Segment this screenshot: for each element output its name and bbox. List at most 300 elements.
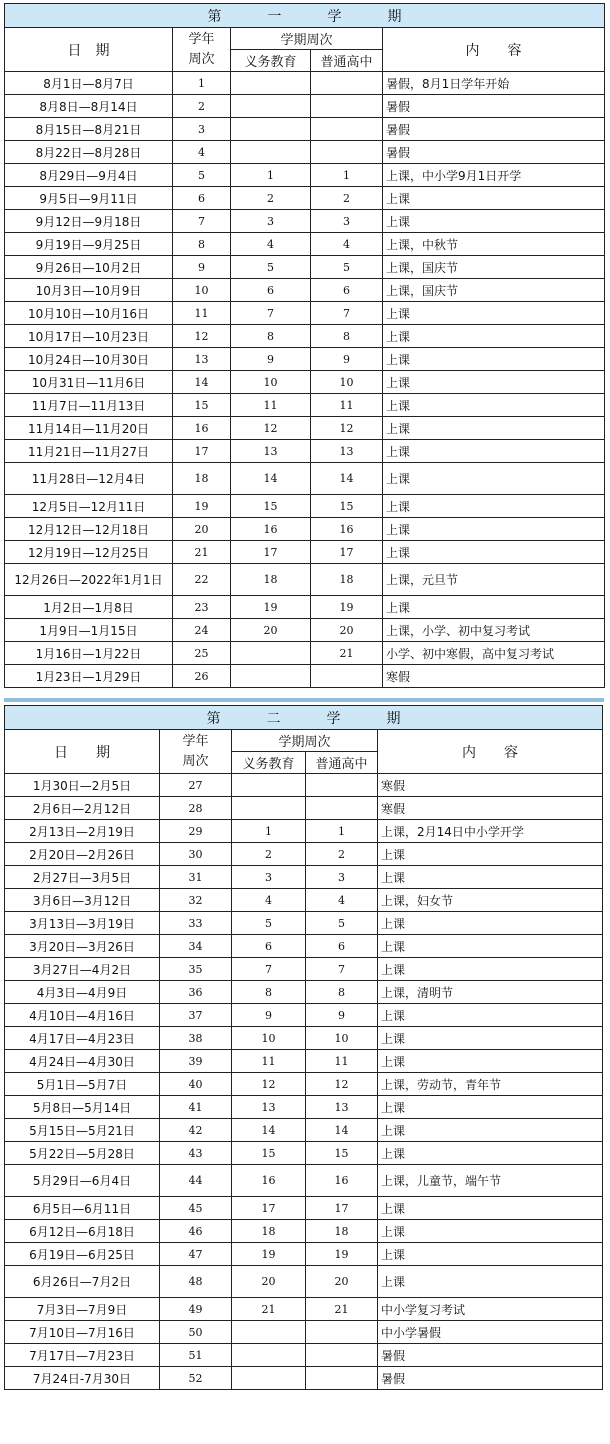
content-cell: 上课，中秋节 [383, 233, 605, 256]
compulsory-week-cell: 6 [232, 935, 306, 958]
content-header: 内 容 [378, 730, 603, 774]
table-row [5, 118, 605, 141]
year-week-cell: 28 [160, 797, 232, 820]
high-school-week-cell: 15 [306, 1142, 378, 1165]
date-cell: 10月3日—10月9日 [5, 279, 173, 302]
date-cell: 8月8日—8月14日 [5, 95, 173, 118]
table-row [5, 348, 605, 371]
term-title-char: 二 [266, 710, 281, 727]
date-cell: 11月7日—11月13日 [5, 394, 173, 417]
content-cell: 上课，中小学9月1日开学 [383, 164, 605, 187]
table-row [5, 797, 603, 820]
date-cell: 12月5日—12月11日 [5, 495, 173, 518]
year-week-cell: 51 [160, 1344, 232, 1367]
compulsory-week-cell: 18 [231, 564, 311, 596]
high-school-week-cell: 2 [311, 187, 383, 210]
high-school-week-cell: 18 [311, 564, 383, 596]
year-week-cell: 5 [173, 164, 231, 187]
table-row [5, 642, 605, 665]
content-cell: 暑假 [383, 95, 605, 118]
content-cell: 上课 [378, 1197, 603, 1220]
table-row [5, 417, 605, 440]
content-cell: 中小学复习考试 [378, 1298, 603, 1321]
table-row [5, 1367, 603, 1390]
high-school-week-cell: 19 [306, 1243, 378, 1266]
date-cell: 3月13日—3月19日 [5, 912, 160, 935]
table-row [5, 541, 605, 564]
date-cell: 9月26日—10月2日 [5, 256, 173, 279]
high-school-week-cell [311, 118, 383, 141]
table-row [5, 233, 605, 256]
date-cell: 4月24日—4月30日 [5, 1050, 160, 1073]
high-school-week-cell: 11 [311, 394, 383, 417]
year-week-cell: 9 [173, 256, 231, 279]
compulsory-week-cell: 14 [231, 463, 311, 495]
high-school-week-cell: 4 [311, 233, 383, 256]
year-week-cell: 8 [173, 233, 231, 256]
compulsory-week-cell: 16 [231, 518, 311, 541]
table-row [5, 164, 605, 187]
date-cell: 2月20日—2月26日 [5, 843, 160, 866]
content-cell: 上课 [383, 210, 605, 233]
content-cell: 寒假 [378, 774, 603, 797]
date-cell: 5月15日—5月21日 [5, 1119, 160, 1142]
year-week-cell: 41 [160, 1096, 232, 1119]
high-school-week-cell [311, 72, 383, 95]
table-row [5, 1321, 603, 1344]
date-cell: 2月6日—2月12日 [5, 797, 160, 820]
content-cell: 上课 [378, 1050, 603, 1073]
table-row [5, 440, 605, 463]
table-row [5, 866, 603, 889]
date-cell: 6月26日—7月2日 [5, 1266, 160, 1298]
high-school-week-cell: 3 [306, 866, 378, 889]
term-week-header: 学期周次 [232, 730, 378, 752]
high-school-week-cell: 12 [311, 417, 383, 440]
high-school-week-cell: 13 [311, 440, 383, 463]
date-cell: 6月5日—6月11日 [5, 1197, 160, 1220]
year-week-cell: 2 [173, 95, 231, 118]
year-week-cell: 49 [160, 1298, 232, 1321]
content-cell: 暑假，8月1日学年开始 [383, 72, 605, 95]
term-title-char: 第 [207, 8, 222, 25]
table-row [5, 1220, 603, 1243]
high-school-week-cell: 17 [306, 1197, 378, 1220]
high-school-week-cell: 16 [306, 1165, 378, 1197]
compulsory-week-cell: 15 [232, 1142, 306, 1165]
content-cell: 上课 [378, 1142, 603, 1165]
table-row [5, 1165, 603, 1197]
year-week-cell: 14 [173, 371, 231, 394]
year-week-cell: 30 [160, 843, 232, 866]
content-cell: 上课 [383, 440, 605, 463]
content-cell: 上课，国庆节 [383, 279, 605, 302]
table-row [5, 1004, 603, 1027]
compulsory-week-cell: 4 [231, 233, 311, 256]
year-week-cell: 47 [160, 1243, 232, 1266]
compulsory-week-cell: 5 [231, 256, 311, 279]
content-cell: 小学、初中寒假，高中复习考试 [383, 642, 605, 665]
content-cell: 暑假 [383, 118, 605, 141]
content-header: 内 容 [383, 28, 605, 72]
date-cell: 9月19日—9月25日 [5, 233, 173, 256]
content-cell: 暑假 [378, 1367, 603, 1390]
compulsory-week-cell: 9 [232, 1004, 306, 1027]
date-cell: 4月3日—4月9日 [5, 981, 160, 1004]
table-row [5, 619, 605, 642]
high-school-week-cell: 12 [306, 1073, 378, 1096]
compulsory-week-cell: 6 [231, 279, 311, 302]
date-cell: 2月27日—3月5日 [5, 866, 160, 889]
date-cell: 11月14日—11月20日 [5, 417, 173, 440]
compulsory-week-cell: 21 [232, 1298, 306, 1321]
high-school-header: 普通高中 [306, 752, 378, 774]
table-row [5, 1050, 603, 1073]
high-school-week-cell: 15 [311, 495, 383, 518]
high-school-week-cell: 1 [311, 164, 383, 187]
content-cell: 上课 [378, 912, 603, 935]
term1-title [5, 4, 605, 28]
content-cell: 上课 [378, 1220, 603, 1243]
date-cell: 7月3日—7月9日 [5, 1298, 160, 1321]
table-row [5, 1266, 603, 1298]
year-week-cell: 35 [160, 958, 232, 981]
table-row [5, 495, 605, 518]
compulsory-week-cell: 10 [231, 371, 311, 394]
date-cell: 8月1日—8月7日 [5, 72, 173, 95]
date-cell: 12月12日—12月18日 [5, 518, 173, 541]
table-row [5, 279, 605, 302]
content-cell: 上课 [383, 325, 605, 348]
table-row [5, 256, 605, 279]
date-cell: 3月6日—3月12日 [5, 889, 160, 912]
year-week-cell: 38 [160, 1027, 232, 1050]
compulsory-week-cell: 19 [231, 596, 311, 619]
table-row [5, 302, 605, 325]
table-row [5, 958, 603, 981]
year-week-header: 学年 周次 [173, 28, 231, 72]
compulsory-header: 义务教育 [231, 50, 311, 72]
compulsory-week-cell: 11 [231, 394, 311, 417]
year-week-cell: 7 [173, 210, 231, 233]
date-cell: 8月22日—8月28日 [5, 141, 173, 164]
content-cell: 中小学暑假 [378, 1321, 603, 1344]
year-week-cell: 17 [173, 440, 231, 463]
compulsory-week-cell: 8 [232, 981, 306, 1004]
table-row [5, 912, 603, 935]
year-week-cell: 16 [173, 417, 231, 440]
date-header: 日 期 [5, 730, 160, 774]
year-week-cell: 50 [160, 1321, 232, 1344]
year-week-cell: 6 [173, 187, 231, 210]
content-cell: 上课 [383, 596, 605, 619]
content-cell: 上课 [378, 958, 603, 981]
year-week-cell: 31 [160, 866, 232, 889]
compulsory-week-cell: 20 [231, 619, 311, 642]
high-school-week-cell: 5 [306, 912, 378, 935]
high-school-week-cell: 3 [311, 210, 383, 233]
compulsory-week-cell: 3 [231, 210, 311, 233]
date-cell: 6月19日—6月25日 [5, 1243, 160, 1266]
table-row [5, 1197, 603, 1220]
date-cell: 1月16日—1月22日 [5, 642, 173, 665]
compulsory-week-cell [232, 1344, 306, 1367]
year-week-cell: 32 [160, 889, 232, 912]
high-school-week-cell [311, 665, 383, 688]
compulsory-week-cell [231, 95, 311, 118]
table-row [5, 564, 605, 596]
table-row [5, 1243, 603, 1266]
high-school-week-cell [306, 1344, 378, 1367]
date-cell: 3月27日—4月2日 [5, 958, 160, 981]
date-cell: 10月24日—10月30日 [5, 348, 173, 371]
content-cell: 上课 [378, 1266, 603, 1298]
table-row [5, 1344, 603, 1367]
content-cell: 上课 [383, 302, 605, 325]
date-cell: 9月12日—9月18日 [5, 210, 173, 233]
compulsory-week-cell: 3 [232, 866, 306, 889]
high-school-week-cell [306, 1321, 378, 1344]
term-divider [4, 698, 604, 702]
compulsory-week-cell: 2 [231, 187, 311, 210]
date-cell: 11月28日—12月4日 [5, 463, 173, 495]
table-row [5, 1298, 603, 1321]
date-cell: 1月9日—1月15日 [5, 619, 173, 642]
table-row [5, 981, 603, 1004]
date-cell: 9月5日—9月11日 [5, 187, 173, 210]
table-row [5, 1119, 603, 1142]
content-cell: 寒假 [383, 665, 605, 688]
high-school-week-cell: 7 [311, 302, 383, 325]
compulsory-week-cell [232, 1321, 306, 1344]
content-cell: 上课，清明节 [378, 981, 603, 1004]
date-cell: 8月29日—9月4日 [5, 164, 173, 187]
year-week-cell: 48 [160, 1266, 232, 1298]
year-week-cell: 52 [160, 1367, 232, 1390]
year-week-cell: 42 [160, 1119, 232, 1142]
date-cell: 4月17日—4月23日 [5, 1027, 160, 1050]
date-header: 日 期 [5, 28, 173, 72]
content-cell: 上课 [383, 187, 605, 210]
content-cell: 暑假 [383, 141, 605, 164]
content-cell: 上课 [383, 463, 605, 495]
content-cell: 上课，元旦节 [383, 564, 605, 596]
content-cell: 上课 [383, 371, 605, 394]
high-school-week-cell [306, 797, 378, 820]
year-week-cell: 40 [160, 1073, 232, 1096]
content-cell: 上课 [378, 843, 603, 866]
high-school-week-cell: 10 [306, 1027, 378, 1050]
date-cell: 12月19日—12月25日 [5, 541, 173, 564]
high-school-week-cell: 21 [311, 642, 383, 665]
table-row [5, 325, 605, 348]
content-cell: 上课，劳动节，青年节 [378, 1073, 603, 1096]
date-cell: 10月17日—10月23日 [5, 325, 173, 348]
year-week-cell: 10 [173, 279, 231, 302]
content-cell: 上课，儿童节，端午节 [378, 1165, 603, 1197]
high-school-week-cell: 6 [306, 935, 378, 958]
year-week-cell: 46 [160, 1220, 232, 1243]
date-cell: 3月20日—3月26日 [5, 935, 160, 958]
table-row [5, 518, 605, 541]
year-week-cell: 4 [173, 141, 231, 164]
year-week-cell: 18 [173, 463, 231, 495]
year-week-cell: 20 [173, 518, 231, 541]
compulsory-week-cell [231, 665, 311, 688]
date-cell: 1月23日—1月29日 [5, 665, 173, 688]
term-title-char: 期 [386, 710, 401, 727]
content-cell: 上课 [383, 348, 605, 371]
content-cell: 暑假 [378, 1344, 603, 1367]
compulsory-week-cell: 13 [232, 1096, 306, 1119]
compulsory-week-cell: 2 [232, 843, 306, 866]
date-cell: 5月1日—5月7日 [5, 1073, 160, 1096]
high-school-week-cell: 4 [306, 889, 378, 912]
high-school-week-cell: 16 [311, 518, 383, 541]
date-cell: 10月10日—10月16日 [5, 302, 173, 325]
table-row [5, 1027, 603, 1050]
term-title-char: 第 [206, 710, 221, 727]
term1-body [5, 72, 605, 688]
compulsory-week-cell [232, 797, 306, 820]
high-school-week-cell: 9 [306, 1004, 378, 1027]
term2-title [5, 706, 603, 730]
term-title-char: 学 [327, 8, 342, 25]
table-row [5, 371, 605, 394]
compulsory-week-cell: 12 [231, 417, 311, 440]
high-school-week-cell: 2 [306, 843, 378, 866]
high-school-week-cell: 8 [306, 981, 378, 1004]
year-week-cell: 27 [160, 774, 232, 797]
high-school-week-cell: 9 [311, 348, 383, 371]
content-cell: 上课 [383, 417, 605, 440]
term2-table [4, 705, 603, 1390]
compulsory-week-cell: 20 [232, 1266, 306, 1298]
table-row [5, 843, 603, 866]
compulsory-week-cell: 7 [231, 302, 311, 325]
high-school-week-cell: 21 [306, 1298, 378, 1321]
compulsory-week-cell: 8 [231, 325, 311, 348]
year-week-cell: 43 [160, 1142, 232, 1165]
year-week-cell: 26 [173, 665, 231, 688]
content-cell: 上课 [378, 1004, 603, 1027]
table-row [5, 596, 605, 619]
high-school-week-cell: 5 [311, 256, 383, 279]
content-cell: 上课 [383, 518, 605, 541]
term1-table [4, 3, 605, 688]
year-week-cell: 24 [173, 619, 231, 642]
year-week-cell: 19 [173, 495, 231, 518]
high-school-header: 普通高中 [311, 50, 383, 72]
term1-title-row [5, 4, 605, 28]
year-week-cell: 15 [173, 394, 231, 417]
compulsory-week-cell [231, 141, 311, 164]
table-row [5, 95, 605, 118]
content-cell: 上课，国庆节 [383, 256, 605, 279]
content-cell: 上课 [378, 935, 603, 958]
date-cell: 8月15日—8月21日 [5, 118, 173, 141]
term2-title-row [5, 706, 603, 730]
term-title-char: 学 [326, 710, 341, 727]
compulsory-week-cell [232, 1367, 306, 1390]
compulsory-week-cell: 7 [232, 958, 306, 981]
compulsory-week-cell [231, 642, 311, 665]
content-cell: 寒假 [378, 797, 603, 820]
table-row [5, 1073, 603, 1096]
compulsory-week-cell: 9 [231, 348, 311, 371]
year-week-cell: 36 [160, 981, 232, 1004]
date-cell: 1月2日—1月8日 [5, 596, 173, 619]
compulsory-week-cell [231, 72, 311, 95]
high-school-week-cell: 19 [311, 596, 383, 619]
high-school-week-cell: 6 [311, 279, 383, 302]
date-cell: 5月29日—6月4日 [5, 1165, 160, 1197]
year-week-cell: 37 [160, 1004, 232, 1027]
compulsory-week-cell: 17 [232, 1197, 306, 1220]
year-week-cell: 1 [173, 72, 231, 95]
content-cell: 上课 [383, 541, 605, 564]
compulsory-week-cell [231, 118, 311, 141]
year-week-cell: 45 [160, 1197, 232, 1220]
compulsory-week-cell: 15 [231, 495, 311, 518]
year-week-cell: 39 [160, 1050, 232, 1073]
content-cell: 上课，妇女节 [378, 889, 603, 912]
compulsory-week-cell: 1 [232, 820, 306, 843]
year-week-cell: 21 [173, 541, 231, 564]
high-school-week-cell: 1 [306, 820, 378, 843]
compulsory-header: 义务教育 [232, 752, 306, 774]
date-cell: 6月12日—6月18日 [5, 1220, 160, 1243]
compulsory-week-cell: 5 [232, 912, 306, 935]
compulsory-week-cell: 10 [232, 1027, 306, 1050]
year-week-cell: 22 [173, 564, 231, 596]
table-row [5, 72, 605, 95]
content-cell: 上课，小学、初中复习考试 [383, 619, 605, 642]
high-school-week-cell: 11 [306, 1050, 378, 1073]
date-cell: 7月10日—7月16日 [5, 1321, 160, 1344]
content-cell: 上课 [378, 866, 603, 889]
year-week-cell: 44 [160, 1165, 232, 1197]
date-cell: 4月10日—4月16日 [5, 1004, 160, 1027]
content-cell: 上课 [378, 1243, 603, 1266]
high-school-week-cell: 20 [306, 1266, 378, 1298]
year-week-cell: 11 [173, 302, 231, 325]
high-school-week-cell: 17 [311, 541, 383, 564]
compulsory-week-cell: 14 [232, 1119, 306, 1142]
date-cell: 10月31日—11月6日 [5, 371, 173, 394]
high-school-week-cell: 10 [311, 371, 383, 394]
year-week-cell: 13 [173, 348, 231, 371]
content-cell: 上课，2月14日中小学开学 [378, 820, 603, 843]
date-cell: 12月26日—2022年1月1日 [5, 564, 173, 596]
table-row [5, 820, 603, 843]
table-row [5, 394, 605, 417]
date-cell: 1月30日—2月5日 [5, 774, 160, 797]
compulsory-week-cell: 19 [232, 1243, 306, 1266]
compulsory-week-cell: 13 [231, 440, 311, 463]
table-row [5, 665, 605, 688]
year-week-cell: 34 [160, 935, 232, 958]
year-week-cell: 29 [160, 820, 232, 843]
high-school-week-cell: 7 [306, 958, 378, 981]
year-week-cell: 33 [160, 912, 232, 935]
year-week-cell: 25 [173, 642, 231, 665]
content-cell: 上课 [383, 495, 605, 518]
term2-body [5, 774, 603, 1390]
table-row [5, 210, 605, 233]
compulsory-week-cell: 16 [232, 1165, 306, 1197]
table-row [5, 187, 605, 210]
